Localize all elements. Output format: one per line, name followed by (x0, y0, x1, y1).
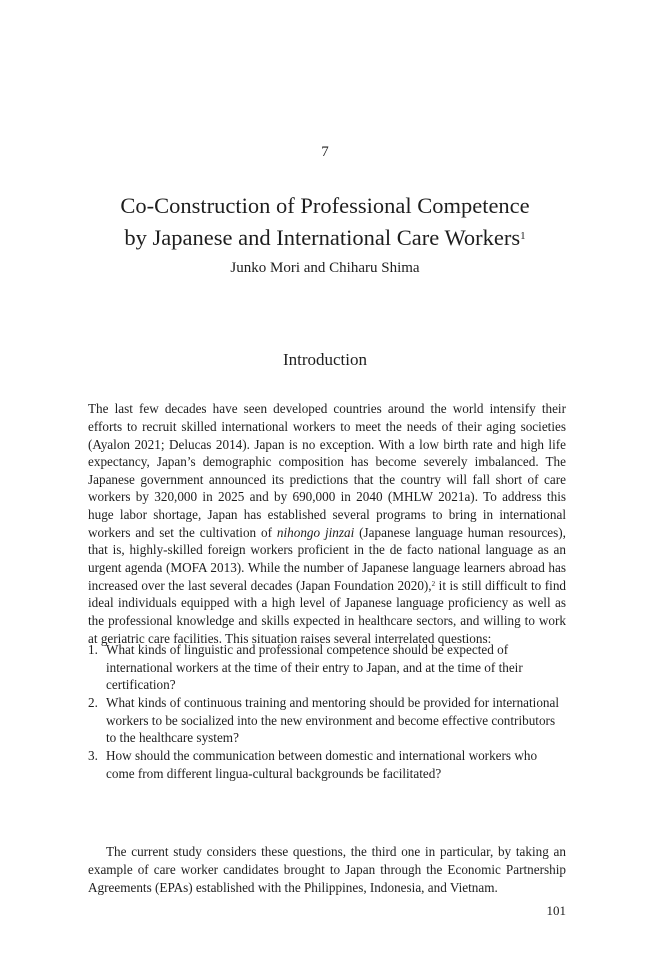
chapter-title (0, 190, 650, 254)
page-number: 101 (546, 903, 566, 918)
question-item (88, 694, 566, 747)
paragraph-text-1: The last few decades have seen developed countries around the world intensify their efforts to recruit skilled international workers to meet the needs of their aging societies (Ayalon 2021; Delucas 2014). Japan is no exception. With a low birth rate and high life expectancy, Japan’s demographic composition has become severely imbalanced. The Japanese government announced its predictions that the country will fall short of care workers by 320,000 in 2025 and by 690,000 in 2040 (MHLW 2021a). To address this huge labor shortage, Japan has established several programs to bring in international workers and set the cultivation of (88, 401, 566, 540)
study-paragraph: The current study considers these questions, the third one in particular, by taking an example of care worker candidates brought to Japan through the Economic Partnership Agreements (EPAs) established with the Philippines, Indonesia, and Vietnam. (88, 844, 566, 895)
question-text: What kinds of linguistic and professional competence should be expected of international workers at the time of their entry to Japan, and at the time of their certification? (106, 642, 523, 693)
question-number: 3. (88, 747, 98, 763)
section-heading: Introduction (282, 350, 368, 369)
chapter-number: 7 (321, 144, 329, 160)
chapter-title-line-2 (0, 222, 650, 254)
question-list (88, 641, 566, 782)
chapter-authors: Junko Mori and Chiharu Shima (230, 260, 420, 276)
question-number: 1. (88, 642, 98, 657)
chapter-title-line-2-text: by Japanese and International Care Workers (124, 225, 521, 250)
italic-term: nihongo jinzai (276, 524, 355, 540)
paragraph-text-3: it is still difficult to find ideal individuals equipped with a high level of Japanese language proficiency as well as the professional knowledge and skills expected in healthcare sectors, and willing to work at geriatric care facilities. This situation raises several interrelated questions: (88, 577, 567, 646)
chapter-title-line-1: Co-Construction of Professional Competence (120, 193, 530, 218)
question-text: What kinds of continuous training and mentoring should be provided for international workers to be socialized into the new environment and become effective contributors to the healthcare system? (106, 694, 560, 746)
question-item (88, 747, 566, 782)
question-number: 2. (88, 694, 98, 710)
question-text: How should the communication between domestic and international workers who come from different lingua-cultural backgrounds be facilitated? (106, 747, 538, 781)
paragraph-text-2: (Japanese language human resources), that is, highly-skilled foreign workers proficient in the de facto national language as an urgent agenda (MOFA 2013). While the number of Japanese language learners abroad has increased over the last several decades (Japan Foundation 2020), (88, 524, 566, 593)
title-footnote-ref[interactable]: 1 (520, 230, 526, 242)
footnote-ref-2[interactable]: 2 (431, 579, 436, 588)
question-item (88, 641, 566, 694)
intro-paragraph (88, 400, 566, 647)
